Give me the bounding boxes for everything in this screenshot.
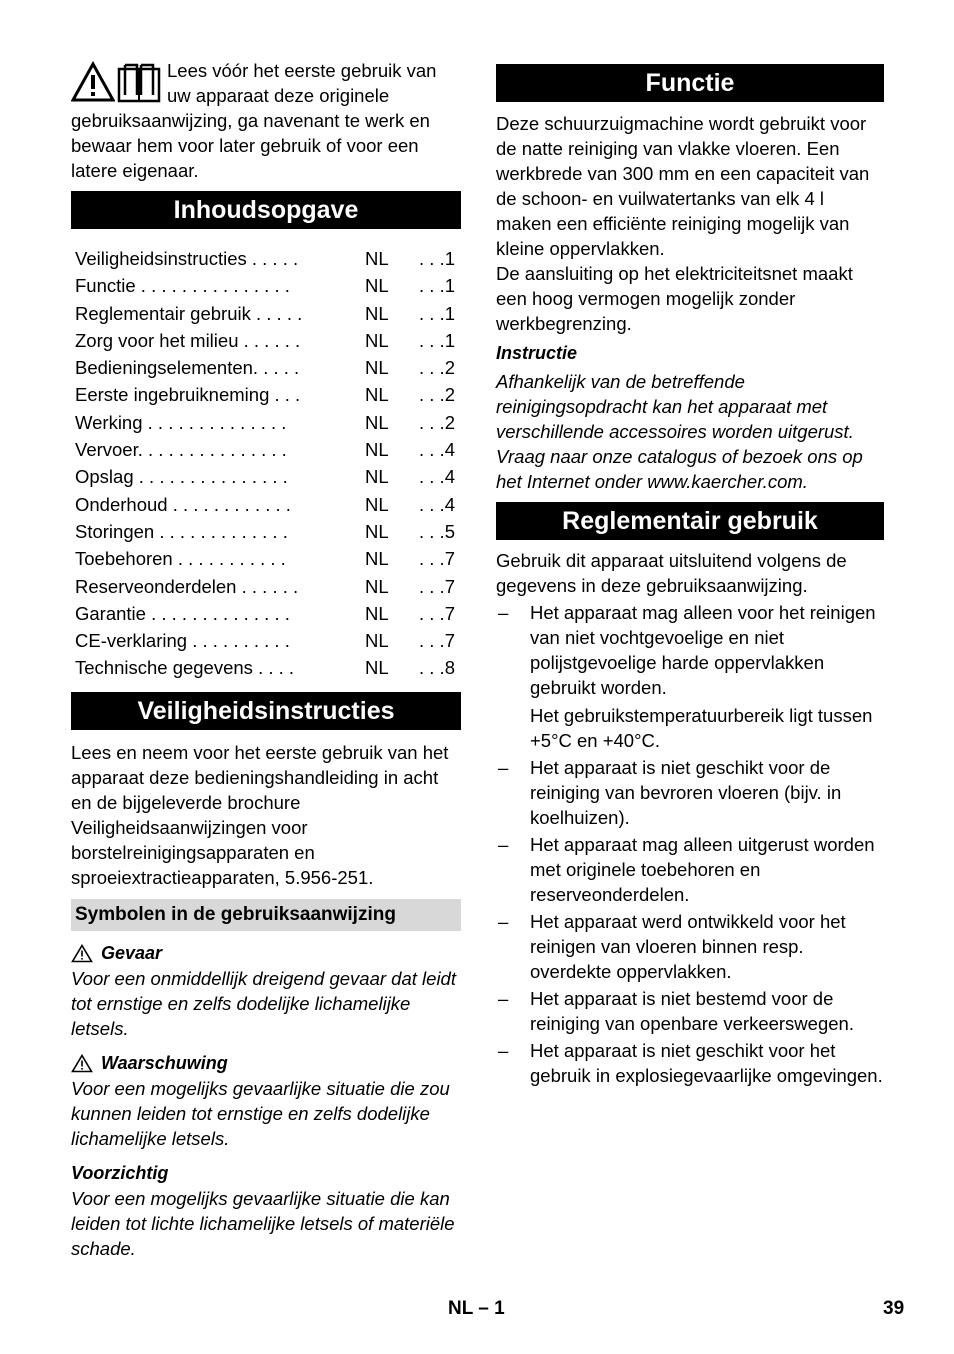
toc-lang: NL <box>365 411 389 433</box>
toc-heading: Inhoudsopgave <box>71 191 461 229</box>
toc-title: Zorg voor het milieu . . . . . . <box>75 329 301 351</box>
list-item-body: Het apparaat is niet geschikt voor de reiniging van bevroren vloeren (bijv. in koelhuizen). <box>530 757 842 828</box>
warning-triangle-icon <box>71 944 93 963</box>
toc-lang: NL <box>365 302 389 324</box>
toc-title: Werking . . . . . . . . . . . . . . <box>75 411 287 433</box>
toc-page: . . .2 <box>419 357 455 379</box>
right-column <box>496 64 884 1088</box>
list-item-body: Het apparaat werd ontwikkeld voor het reinigen van vloeren binnen resp. overdekte oppervlakken. <box>530 911 846 982</box>
toc-row <box>75 600 461 627</box>
toc-title: Reglementair gebruik . . . . . <box>75 302 303 324</box>
list-item <box>496 755 884 830</box>
toc-title: Storingen . . . . . . . . . . . . . <box>75 520 288 542</box>
list-item-text <box>530 909 884 984</box>
toc-title: Opslag . . . . . . . . . . . . . . . <box>75 466 288 488</box>
toc-lang: NL <box>365 466 389 488</box>
list-item-body: Het apparaat is niet bestemd voor de reiniging van openbare verkeerswegen. <box>530 988 854 1034</box>
toc-page: . . .5 <box>419 520 455 542</box>
list-item-text <box>530 1038 884 1088</box>
toc-row <box>75 518 461 545</box>
list-item-text <box>530 986 884 1036</box>
toc-page: . . .7 <box>419 575 455 597</box>
instruction-label: Instructie <box>496 343 578 363</box>
toc-row <box>75 300 461 327</box>
safety-heading: Veiligheidsinstructies <box>71 692 461 730</box>
list-item <box>496 600 884 753</box>
caution-text: Voor een mogelijks gevaarlijke situatie die kan leiden tot lichte lichamelijke letsels of materiële schade. <box>71 1187 455 1259</box>
usage-heading: Reglementair gebruik <box>496 502 884 540</box>
instruction-text: Afhankelijk van de betreffende reinigingsopdracht kan het apparaat met verschillende accessoires worden uitgerust. Vraag naar onze catalogus of bezoek ons op het Internet onder www.kaercher.com. <box>496 371 863 492</box>
toc-title: CE-verklaring . . . . . . . . . . <box>75 630 290 652</box>
toc-page: . . .1 <box>419 275 455 297</box>
list-item-text <box>530 755 884 830</box>
caution-label: Voorzichtig <box>71 1162 169 1183</box>
toc-lang: NL <box>365 657 389 679</box>
toc-title: Eerste ingebruikneming . . . <box>75 384 301 406</box>
list-item <box>496 909 884 984</box>
toc-title: Onderhoud . . . . . . . . . . . . <box>75 493 291 515</box>
usage-intro: Gebruik dit apparaat uitsluitend volgens de gegevens in deze gebruiksaanwijzing. <box>496 550 847 596</box>
usage-list <box>496 600 884 1088</box>
warning-text: Voor een mogelijks gevaarlijke situatie die zou kunnen leiden tot ernstige en zelfs dodelijke lichamelijke letsels. <box>71 1077 450 1149</box>
toc-lang: NL <box>365 520 389 542</box>
toc-row <box>75 245 461 272</box>
list-item-body: Het apparaat mag alleen voor het reinigen van niet vochtgevoelige en niet polijstgevoelige harde oppervlakken gebruikt worden. <box>530 602 876 698</box>
list-item <box>496 1038 884 1088</box>
toc-row <box>75 409 461 436</box>
warning-label-text: Waarschuwing <box>101 1052 228 1073</box>
toc-row <box>75 463 461 490</box>
toc-row <box>75 654 461 681</box>
toc-row <box>75 436 461 463</box>
dash-bullet: – <box>498 988 509 1009</box>
toc-lang: NL <box>365 384 389 406</box>
toc-page: . . .4 <box>419 493 455 515</box>
toc-row <box>75 573 461 600</box>
toc-title: Garantie . . . . . . . . . . . . . . <box>75 602 290 624</box>
temperature-note: Het gebruikstemperatuurbereik ligt tussen +5°C en +40°C. <box>530 705 873 751</box>
toc-lang: NL <box>365 439 389 461</box>
toc-title: Technische gegevens . . . . <box>75 657 295 679</box>
intro-text: Lees vóór het eerste gebruik van uw apparaat deze originele gebruiksaanwijzing, ga navenant te werk en bewaar hem voor later gebruik of voor een latere eigenaar. <box>71 60 437 181</box>
toc-lang: NL <box>365 493 389 515</box>
toc-lang: NL <box>365 548 389 570</box>
toc-title: Reserveonderdelen . . . . . . <box>75 575 299 597</box>
toc-row <box>75 491 461 518</box>
dash-bullet: – <box>498 834 509 855</box>
toc-page: . . .2 <box>419 384 455 406</box>
intro-block <box>71 58 461 183</box>
footer-lang-page: NL – 1 <box>448 1298 505 1319</box>
toc-title: Functie . . . . . . . . . . . . . . . <box>75 275 290 297</box>
toc-page: . . .7 <box>419 630 455 652</box>
toc-title: Bedieningselementen. . . . . <box>75 357 300 379</box>
list-item-text <box>530 832 884 907</box>
page-number: 39 <box>883 1298 905 1319</box>
toc-page: . . .7 <box>419 602 455 624</box>
warning-label <box>71 1051 461 1076</box>
danger-text: Voor een onmiddellijk dreigend gevaar dat leidt tot ernstige en zelfs dodelijke lichamelijke letsels. <box>71 967 456 1039</box>
toc-lang: NL <box>365 602 389 624</box>
toc-page: . . .1 <box>419 302 455 324</box>
dash-bullet: – <box>498 1040 509 1061</box>
toc-page: . . .1 <box>419 248 455 269</box>
toc-lang: NL <box>365 275 389 297</box>
toc-page: . . .8 <box>419 657 455 679</box>
toc-title: Vervoer. . . . . . . . . . . . . . . <box>75 439 287 461</box>
function-text-2: De aansluiting op het elektriciteitsnet maakt een hoog vermogen mogelijk zonder werkbegrenzing. <box>496 263 853 334</box>
toc-row <box>75 354 461 381</box>
list-item <box>496 986 884 1036</box>
danger-label <box>71 941 461 966</box>
toc-page: . . .1 <box>419 329 455 351</box>
table-of-contents <box>71 245 461 682</box>
toc-row <box>75 272 461 299</box>
warning-triangle-icon <box>71 61 115 103</box>
toc-page: . . .7 <box>419 548 455 570</box>
toc-page: . . .4 <box>419 466 455 488</box>
toc-row <box>75 627 461 654</box>
toc-row <box>75 545 461 572</box>
dash-bullet: – <box>498 911 509 932</box>
toc-lang: NL <box>365 575 389 597</box>
toc-lang: NL <box>365 248 389 269</box>
danger-label-text: Gevaar <box>101 942 163 963</box>
symbols-heading: Symbolen in de gebruiksaanwijzing <box>71 899 461 931</box>
list-item-body: Het apparaat is niet geschikt voor het gebruik in explosiegevaarlijke omgevingen. <box>530 1040 883 1086</box>
left-column <box>71 58 461 1261</box>
function-text-1: Deze schuurzuigmachine wordt gebruikt voor de natte reiniging van vlakke vloeren. Een werkbrede van 300 mm en een capaciteit van de schoon- en vuilwatertanks van elk 4 l maken een efficiënte reiniging mogelijk van kleine oppervlakken. <box>496 113 870 259</box>
toc-page: . . .2 <box>419 411 455 433</box>
toc-row <box>75 327 461 354</box>
safety-text: Lees en neem voor het eerste gebruik van het apparaat deze bedieningshandleiding in acht en de bijgeleverde brochure Veiligheidsaanwijzingen voor borstelreinigingsapparaten en sproeiextractieapparaten, 5.956-251. <box>71 741 449 888</box>
warning-triangle-icon <box>71 1054 93 1073</box>
toc-lang: NL <box>365 630 389 652</box>
dash-bullet: – <box>498 602 509 623</box>
dash-bullet: – <box>498 757 509 778</box>
toc-lang: NL <box>365 329 389 351</box>
function-heading: Functie <box>496 64 884 102</box>
toc-page: . . .4 <box>419 439 455 461</box>
manual-book-icon <box>117 61 161 103</box>
list-item-body: Het apparaat mag alleen uitgerust worden met originele toebehoren en reserveonderdelen. <box>530 834 875 905</box>
list-item-text <box>530 600 884 753</box>
toc-title: Veiligheidsinstructies . . . . . <box>75 248 299 269</box>
intro-icons <box>71 61 163 105</box>
toc-lang: NL <box>365 357 389 379</box>
list-item <box>496 832 884 907</box>
toc-row <box>75 381 461 408</box>
toc-title: Toebehoren . . . . . . . . . . . <box>75 548 286 570</box>
